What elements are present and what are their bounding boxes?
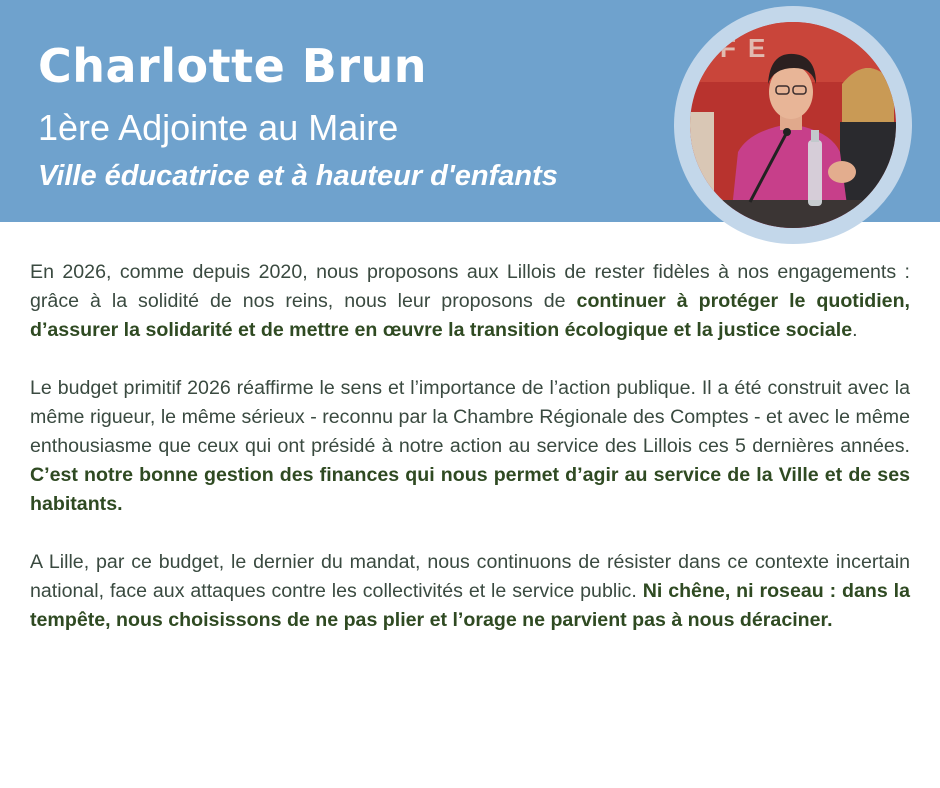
paragraph-emphasis: continuer à protéger le quotidien, d’assurer la solidarité et de mettre en œuvre la transition écologique et la justice sociale bbox=[30, 290, 910, 341]
paragraph-text: Le budget primitif 2026 réaffirme le sens et l’importance de l’action publique. Il a été construit avec la même rigueur, le même sérieux - reconnu par la Chambre Régionale des Comptes - et avec le même enthousiasme que ceux qui ont présidé à notre action au service des Lillois ces 5 dernières années. bbox=[30, 377, 910, 457]
portrait-photo bbox=[690, 22, 896, 228]
paragraph-text: A Lille, par ce budget, le dernier du mandat, nous continuons de résister dans ce contexte incertain national, face aux attaques contre les collectivités et le service public. bbox=[30, 551, 910, 602]
body-text bbox=[30, 258, 910, 635]
paragraph-3 bbox=[30, 548, 910, 635]
svg-text:E: E bbox=[748, 33, 766, 63]
paragraph-1 bbox=[30, 258, 910, 345]
person-name: Charlotte Brun bbox=[38, 39, 428, 93]
paragraph-emphasis: C’est notre bonne gestion des finances qui nous permet d’agir au service de la Ville et de ses habitants. bbox=[30, 464, 910, 515]
paragraph-text: . bbox=[852, 319, 858, 341]
paragraph-text: En 2026, comme depuis 2020, nous proposons aux Lillois de rester fidèles à nos engagements : grâce à la solidité de nos reins, nous leur proposons de bbox=[30, 261, 910, 312]
paragraph-emphasis: Ni chêne, ni roseau : dans la tempête, nous choisissons de ne pas plier et l’orage ne parvient pas à nous déraciner. bbox=[30, 580, 911, 631]
person-mission: Ville éducatrice et à hauteur d'enfants bbox=[38, 160, 558, 192]
svg-text:F: F bbox=[720, 33, 736, 63]
person-role: 1ère Adjointe au Maire bbox=[38, 107, 399, 148]
paragraph-2 bbox=[30, 374, 910, 519]
